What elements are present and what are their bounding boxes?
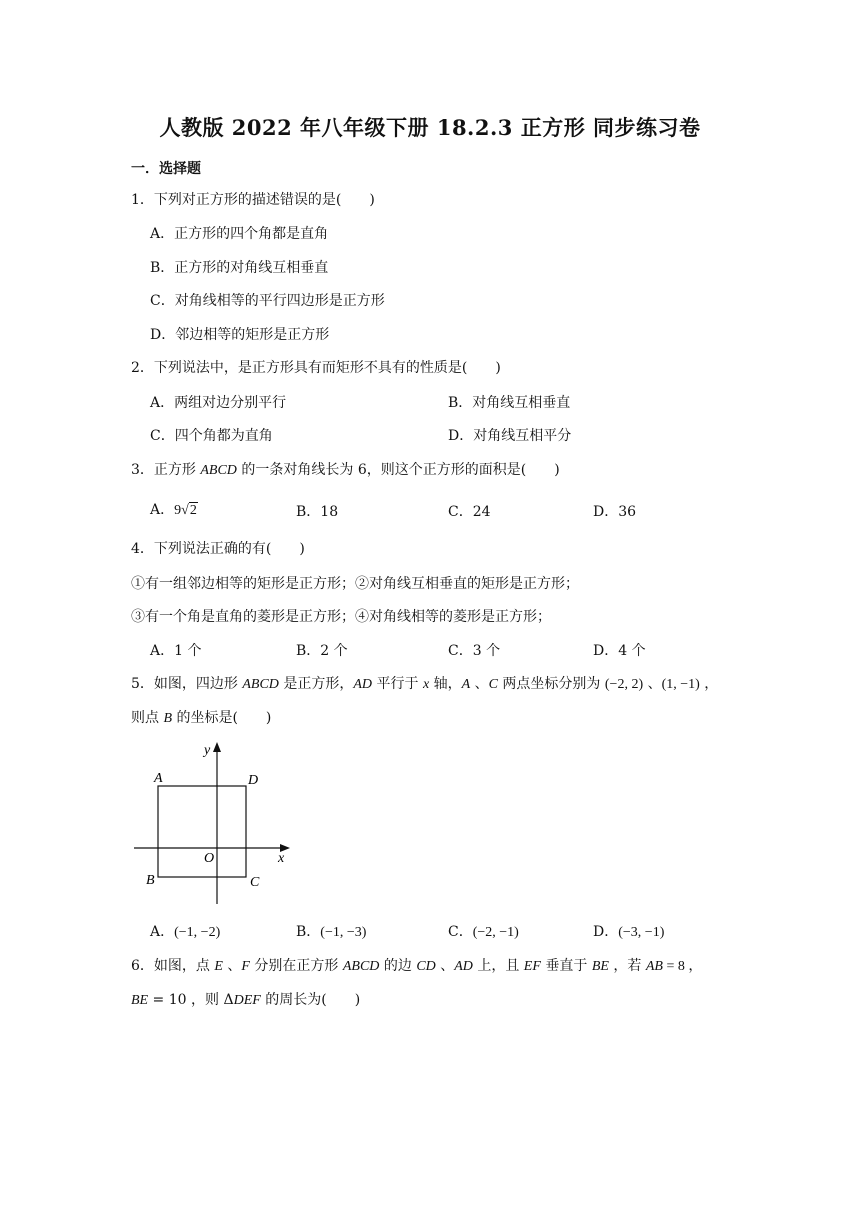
q2-option-d: D．对角线互相平分 [448, 428, 572, 444]
label-c: C [250, 875, 260, 890]
q5-figure [130, 738, 300, 908]
q1-stem: 1．下列对正方形的描述错误的是( ) [131, 192, 375, 208]
q3-option-b: B．18 [296, 504, 339, 520]
square-abcd [158, 786, 246, 877]
q4-option-b: B．2 个 [296, 643, 348, 659]
q3-option-a: A．9√2 [150, 502, 197, 518]
q2-option-c: C．四个角都为直角 [150, 428, 273, 444]
section-heading: 一．选择题 [131, 161, 201, 177]
q1-option-d: D．邻边相等的矩形是正方形 [150, 327, 330, 343]
q5-option-a: A．(−1, −2) [150, 924, 221, 940]
q5-stem-line2: 则点 B 的坐标是( ) [131, 710, 272, 726]
q1-option-c: C．对角线相等的平行四边形是正方形 [150, 293, 385, 309]
q4-statement-1: ①有一组邻边相等的矩形是正方形；②对角线互相垂直的矩形是正方形； [131, 576, 579, 592]
document-title: 人教版 2022 年八年级下册 18.2.3 正方形 同步练习卷 [159, 115, 701, 140]
y-axis-arrow-icon [213, 742, 221, 752]
q3-option-d: D．36 [593, 504, 637, 520]
q4-option-c: C．3 个 [448, 643, 501, 659]
label-d: D [248, 773, 259, 788]
q6-stem-line2: BE = 10 ，则 ΔDEF 的周长为( ) [131, 992, 361, 1008]
q4-option-a: A．1 个 [150, 643, 202, 659]
q1-option-a: A．正方形的四个角都是直角 [150, 226, 329, 242]
label-x: x [278, 851, 285, 866]
label-y: y [204, 743, 211, 758]
q4-option-d: D．4 个 [593, 643, 646, 659]
q2-stem: 2．下列说法中，是正方形具有而矩形不具有的性质是( ) [131, 360, 501, 376]
q4-statement-2: ③有一个角是直角的菱形是正方形；④对角线相等的菱形是正方形； [131, 609, 551, 625]
q5-option-d: D．(−3, −1) [593, 924, 665, 940]
q2-option-a: A．两组对边分别平行 [150, 395, 287, 411]
q5-option-b: B．(−1, −3) [296, 924, 367, 940]
q3-option-c: C．24 [448, 504, 491, 520]
q6-stem-line1: 6．如图，点 E 、F 分别在正方形 ABCD 的边 CD 、AD 上，且 EF 垂直于 BE ，若 AB = 8 ， [131, 958, 703, 974]
label-o: O [204, 851, 215, 866]
label-a: A [154, 771, 163, 786]
label-b: B [146, 873, 155, 888]
q1-option-b: B．正方形的对角线互相垂直 [150, 260, 329, 276]
q2-option-b: B．对角线互相垂直 [448, 395, 571, 411]
q5-stem-line1: 5．如图，四边形 ABCD 是正方形，AD 平行于 x 轴，A 、C 两点坐标分别为 (−2, 2) 、(1, −1) ， [131, 676, 719, 692]
q5-option-c: C．(−2, −1) [448, 924, 519, 940]
q3-stem: 3．正方形 ABCD 的一条对角线长为 6，则这个正方形的面积是( ) [131, 462, 560, 478]
q4-stem: 4．下列说法正确的有( ) [131, 541, 305, 557]
